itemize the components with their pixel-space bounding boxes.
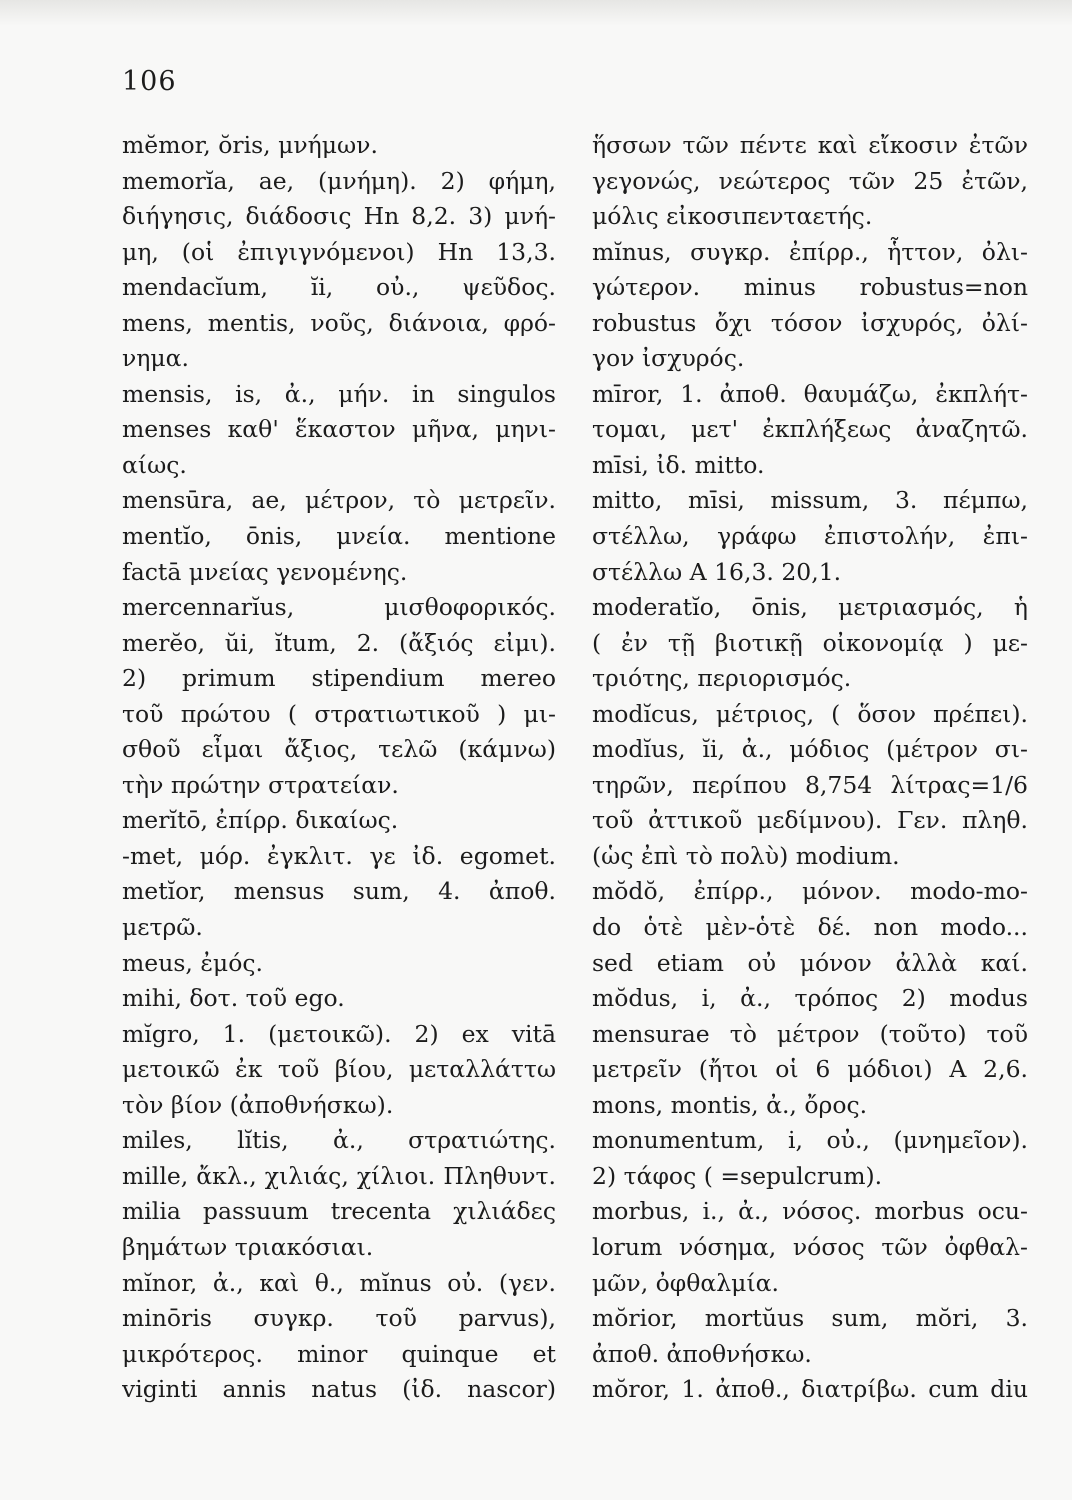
dictionary-line: βημάτων τριακόσιαι. [122, 1232, 374, 1261]
dictionary-line: milia passuum trecenta χιλιάδες [122, 1197, 556, 1226]
dictionary-line: merĭtō, ἐπίρρ. δικαίως. [122, 806, 399, 835]
dictionary-line: mons, montis, ἀ., ὄρος. [592, 1090, 868, 1119]
dictionary-line: mentĭo, ōnis, μνεία. mentione [122, 522, 556, 551]
dictionary-line: μετρεῖν (ἤτοι οἱ 6 μόδιοι) A 2,6. [592, 1055, 1028, 1084]
dictionary-line: τὸν βίον (ἀποθνήσκω). [122, 1090, 394, 1119]
dictionary-line: merĕo, ŭi, ĭtum, 2. (ἄξιός εἰμι). [122, 628, 556, 657]
dictionary-line: mensurae τὸ μέτρον (τοῦτο) τοῦ [592, 1019, 1028, 1048]
dictionary-line: γώτερον. minus robustus=non [592, 273, 1028, 302]
dictionary-line: τὴν πρώτην στρατείαν. [122, 770, 399, 799]
dictionary-line: τοῦ ἀττικοῦ μεδίμνου). Γεν. πληθ. [592, 806, 1028, 835]
dictionary-line: monumentum, i, οὐ., (μνημεῖον). [592, 1126, 1028, 1155]
dictionary-line: mīror, 1. ἀποθ. θαυμάζω, ἐκπλήτ- [592, 379, 1028, 408]
dictionary-line: διήγησις, διάδοσις Hn 8,2. 3) μνή- [122, 202, 556, 231]
dictionary-line: στέλλω, γράφω ἐπιστολήν, ἐπι- [592, 522, 1028, 551]
dictionary-line: mīsi, ἰδ. mitto. [592, 450, 765, 479]
dictionary-line: mŏrior, mortŭus sum, mŏri, 3. [592, 1304, 1028, 1333]
dictionary-line: lorum νόσημα, νόσος τῶν ὀφθαλ- [592, 1232, 1028, 1261]
dictionary-line: mĭnor, ἀ., καὶ θ., mĭnus οὐ. (γεν. [122, 1268, 556, 1297]
dictionary-line: mens, mentis, νοῦς, διάνοια, φρό- [122, 308, 556, 337]
dictionary-line: morbus, i., ἀ., νόσος. morbus ocu- [592, 1197, 1028, 1226]
dictionary-line: μῶν, ὀφθαλμία. [592, 1268, 780, 1297]
dictionary-line: memorĭa, ae, (μνήμη). 2) φήμη, [122, 166, 556, 195]
dictionary-line: τομαι, μετ' ἐκπλήξεως ἀναζητῶ. [592, 415, 1028, 444]
dictionary-line: viginti annis natus (ἰδ. nascor) [122, 1375, 556, 1404]
dictionary-line: modĭus, ĭi, ἀ., μόδιος (μέτρον σι- [592, 735, 1028, 764]
dictionary-line: μετρῶ. [122, 913, 203, 942]
dictionary-line: mensūra, ae, μέτρον, τὸ μετρεῖν. [122, 486, 556, 515]
dictionary-line: μη, (οἱ ἐπιγιγνόμενοι) Hn 13,3. [122, 237, 556, 266]
dictionary-line: mĕmor, ŏris, μνήμων. [122, 131, 378, 159]
dictionary-line: ἀποθ. ἀποθνήσκω. [592, 1339, 812, 1368]
dictionary-line: factā μνείας γενομένης. [122, 557, 408, 586]
dictionary-line: robustus ὄχι τόσον ἰσχυρός, ὀλί- [592, 308, 1028, 337]
dictionary-line: τηρῶν, περίπου 8,754 λίτρας=1/6 [592, 770, 1028, 799]
dictionary-line: ( ἐν τῇ βιοτικῇ οἰκονομίᾳ ) με- [592, 628, 1028, 657]
dictionary-line: mensis, is, ἀ., μήν. in singulos [122, 379, 556, 408]
dictionary-line: meus, ἐμός. [122, 948, 263, 977]
dictionary-line: 2) primum stipendium mereo [122, 664, 556, 693]
dictionary-line: ἥσσων τῶν πέντε καὶ εἴκοσιν ἐτῶν [592, 131, 1028, 159]
dictionary-line: τριότης, περιορισμός. [592, 664, 852, 693]
dictionary-line: μόλις εἰκοσιπενταετής. [592, 202, 873, 231]
dictionary-line: mĭgro, 1. (μετοικῶ). 2) ex vitā [122, 1019, 556, 1048]
dictionary-line: do ὁτὲ μὲν-ὁτὲ δέ. non modo... [592, 913, 1028, 942]
dictionary-line: (ὡς ἐπὶ τὸ πολὺ) modium. [592, 841, 900, 870]
scan-top-edge [0, 0, 1072, 26]
dictionary-line: τοῦ πρώτου ( στρατιωτικοῦ ) μι- [122, 699, 556, 728]
dictionary-line: mŏdus, i, ἀ., τρόπος 2) modus [592, 984, 1028, 1013]
dictionary-line: metĭor, mensus sum, 4. ἀποθ. [122, 877, 556, 906]
dictionary-line: mercennarĭus, μισθοφορικός. [122, 593, 556, 622]
dictionary-line: σθοῦ εἶμαι ἄξιος, τελῶ (κάμνω) [122, 735, 556, 764]
dictionary-line: miles, lĭtis, ἀ., στρατιώτης. [122, 1126, 556, 1155]
dictionary-line: γον ἰσχυρός. [592, 344, 745, 373]
dictionary-line: moderatĭo, ōnis, μετριασμός, ἡ [592, 593, 1028, 622]
dictionary-line: mendacĭum, ĭi, οὐ., ψεῦδος. [122, 273, 556, 302]
dictionary-line: mĭnus, συγκρ. ἐπίρρ., ἧττον, ὀλι- [592, 237, 1028, 266]
dictionary-line: mitto, mīsi, missum, 3. πέμπω, [592, 486, 1028, 515]
dictionary-line: 2) τάφος ( =sepulcrum). [592, 1161, 883, 1190]
left-column [122, 128, 556, 1408]
dictionary-line: minōris συγκρ. τοῦ parvus), [122, 1304, 556, 1333]
dictionary-line: mihi, δοτ. τοῦ ego. [122, 984, 345, 1013]
dictionary-line: menses καθ' ἕκαστον μῆνα, μηνι- [122, 415, 556, 444]
dictionary-line: μετοικῶ ἐκ τοῦ βίου, μεταλλάττω [122, 1055, 556, 1084]
dictionary-line: sed etiam οὐ μόνον ἀλλὰ καί. [592, 948, 1028, 977]
right-column [592, 128, 1028, 1408]
dictionary-line: mŏror, 1. ἀποθ., διατρίβω. cum diu [592, 1375, 1028, 1404]
dictionary-line: -met, μόρ. ἐγκλιτ. γε ἰδ. egomet. [122, 841, 556, 870]
dictionary-line: mŏdŏ, ἐπίρρ., μόνον. modo-mo- [592, 877, 1028, 906]
dictionary-line: αίως. [122, 450, 187, 479]
page-number: 106 [122, 66, 177, 97]
dictionary-line: νημα. [122, 344, 189, 373]
dictionary-line: στέλλω A 16,3. 20,1. [592, 557, 842, 586]
dictionary-line: μικρότερος. minor quinque et [122, 1339, 556, 1368]
dictionary-line: γεγονώς, νεώτερος τῶν 25 ἐτῶν, [592, 166, 1028, 195]
dictionary-line: mille, ἄκλ., χιλιάς, χίλιοι. Πληθυντ. [122, 1161, 556, 1190]
dictionary-line: modĭcus, μέτριος, ( ὅσον πρέπει). [592, 699, 1028, 728]
